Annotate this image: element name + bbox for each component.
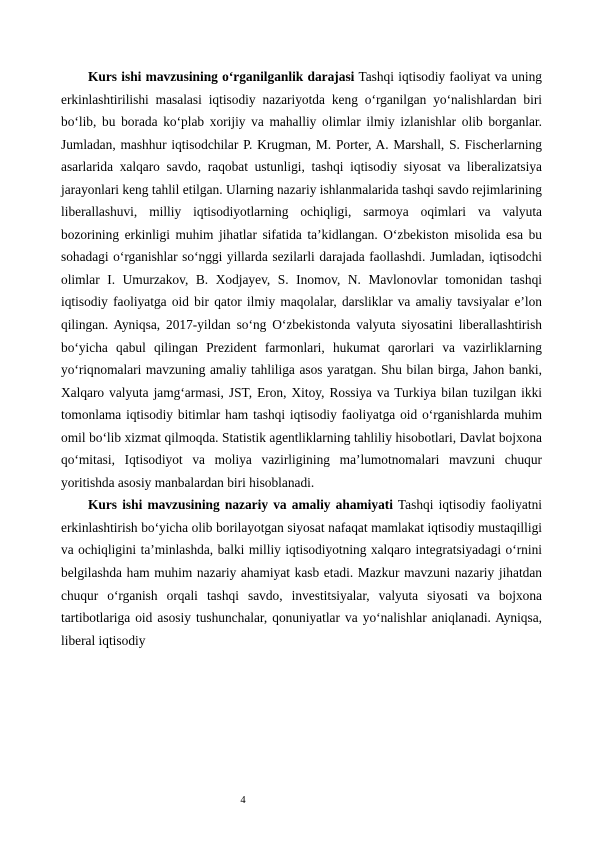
paragraph-research-level xyxy=(61,66,542,494)
paragraph-heading: Kurs ishi mavzusining nazariy va amaliy ahamiyati xyxy=(88,497,393,513)
paragraph-significance xyxy=(61,494,542,652)
page-number: 4 xyxy=(240,795,246,806)
paragraph-text: Tashqi iqtisodiy faoliyat va uning erkinlashtirilishi masalasi iqtisodiy nazariyotda keng o‘rganilgan yo‘nalishlardan biri bo‘lib, bu borada ko‘plab xorijiy va mahalliy olimlar ilmiy izlanishlar olib borganlar. Jumladan, mashhur iqtisodchilar P. Krugman, M. Porter, A. Marshall, S. Fischerlarning asarlarida xalqaro savdo, raqobat ustunligi, tashqi iqtisodiy siyosat va liberalizatsiya jarayonlari keng tahlil etilgan. Ularning nazariy ishlanmalarida tashqi savdo rejimlarining liberallashuvi, milliy iqtisodiyotlarning ochiqligi, sarmoya oqimlari va valyuta bozorining erkinligi muhim jihatlar sifatida ta’kidlangan. O‘zbekiston misolida esa bu sohadagi o‘rganishlar so‘nggi yillarda sezilarli darajada faollashdi. Jumladan, iqtisodchi olimlar I. Umurzakov, B. Xodjayev, S. Inomov, N. Mavlonovlar tomonidan tashqi iqtisodiy faoliyatga oid bir qator ilmiy maqolalar, darsliklar va amaliy tavsiyalar e’lon qilingan. Ayniqsa, 2017-yildan so‘ng O‘zbekistonda valyuta siyosatini liberallashtirish bo‘yicha qabul qilingan Prezident farmonlari, hukumat qarorlari va vazirliklarning yo‘riqnomalari mavzuning amaliy tahliliga asos yaratgan. Shu bilan birga, Jahon banki, Xalqaro valyuta jamg‘armasi, JST, Eron, Xitoy, Rossiya va Turkiya bilan tuzilgan ikki tomonlama iqtisodiy bitimlar ham tashqi iqtisodiy faoliyatga oid o‘rganishlarda muhim omil bo‘lib xizmat qilmoqda. Statistik agentliklarning tahliliy hisobotlari, Davlat bojxona qo‘mitasi, Iqtisodiyot va moliya vazirligining ma’lumotnomalari mavzuni chuqur yoritishda asosiy manbalardan biri hisoblanadi. xyxy=(61,69,543,490)
paragraph-heading: Kurs ishi mavzusining o‘rganilganlik darajasi xyxy=(88,69,355,84)
body-text xyxy=(61,66,542,652)
paragraph-text: Tashqi iqtisodiy faoliyatni erkinlashtirish bo‘yicha olib borilayotgan siyosat nafaqat mamlakat iqtisodiy mustaqilligi va ochiqligini ta’minlashda, balki milliy iqtisodiyotning xalqaro integratsiyadagi o‘rnini belgilashda ham muhim nazariy ahamiyat kasb etadi. Mazkur mavzuni nazariy jihatdan chuqur o‘rganish orqali tashqi savdo, investitsiyalar, valyuta siyosati va bojxona tartibotlariga oid asosiy tushunchalar, qonuniyatlar va yo‘nalishlar aniqlanadi. Ayniqsa, liberal iqtisodiy xyxy=(61,497,543,648)
